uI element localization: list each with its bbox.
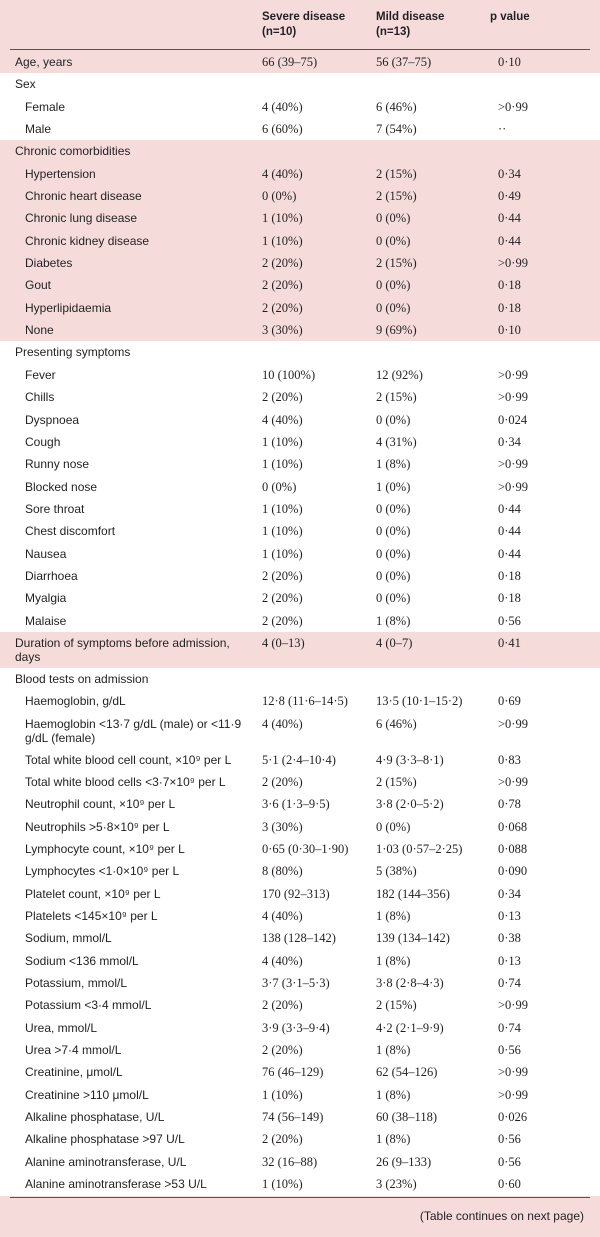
row-label: Gout (25, 278, 52, 293)
row-label: Total white blood cells <3·7×10⁹ per L (25, 774, 226, 789)
table-row (0, 185, 600, 207)
row-label: Sex (15, 77, 36, 92)
table-row (0, 690, 600, 712)
p-value: 0·44 (498, 524, 521, 539)
mild-value: 13·5 (10·1–15·2) (376, 694, 463, 709)
mild-value: 2 (15%) (376, 998, 417, 1013)
mild-value: 26 (9–133) (376, 1154, 432, 1169)
row-label: Potassium, mmol/L (25, 976, 128, 991)
row-label: Chronic lung disease (25, 211, 138, 226)
severe-value: 1 (10%) (262, 501, 303, 516)
row-label: Alanine aminotransferase >53 U/L (25, 1177, 207, 1192)
row-label: Fever (25, 367, 56, 382)
severe-value: 3 (30%) (262, 323, 303, 338)
mild-value: 1 (8%) (376, 1132, 411, 1147)
p-value: 0·44 (498, 233, 521, 248)
row-label: Chronic heart disease (25, 189, 142, 204)
mild-value: 1 (8%) (376, 457, 411, 472)
table-row (0, 386, 600, 408)
mild-value: 0 (0%) (376, 278, 411, 293)
p-value: >0·99 (498, 774, 528, 789)
table-row (0, 816, 600, 838)
table-row (0, 793, 600, 815)
table-row (0, 476, 600, 498)
severe-value: 1 (10%) (262, 457, 303, 472)
table-row (0, 565, 600, 587)
row-label: Creatinine, μmol/L (25, 1065, 123, 1080)
severe-value: 4 (40%) (262, 412, 303, 427)
severe-value: 3·7 (3·1–5·3) (262, 976, 330, 991)
p-value: 0·56 (498, 613, 521, 628)
mild-value: 0 (0%) (376, 819, 411, 834)
table-row (0, 972, 600, 994)
p-value: 0·69 (498, 694, 521, 709)
p-value: >0·99 (498, 99, 528, 114)
severe-value: 2 (20%) (262, 1132, 303, 1147)
table-row (0, 118, 600, 140)
mild-value: 1 (8%) (376, 613, 411, 628)
table-row (0, 163, 600, 185)
severe-value: 0 (0%) (262, 479, 297, 494)
table-row (0, 140, 600, 162)
row-label: Haemoglobin <13·7 g/dL (male) or <11·9 g/dL (female) (25, 716, 242, 745)
row-label: Diabetes (25, 256, 73, 271)
mild-value: 6 (46%) (376, 99, 417, 114)
row-label: Urea, mmol/L (25, 1020, 98, 1035)
table-row (0, 713, 600, 749)
table-row (0, 453, 600, 475)
mild-value: 3·8 (2·8–4·3) (376, 976, 444, 991)
table-row (0, 520, 600, 542)
row-label: Hypertension (25, 166, 96, 181)
row-label: Age, years (15, 55, 73, 69)
severe-value: 138 (128–142) (262, 931, 336, 946)
row-label: Lymphocyte count, ×10⁹ per L (25, 842, 185, 856)
table-row (0, 668, 600, 690)
severe-value: 170 (92–313) (262, 886, 330, 901)
table-row (0, 73, 600, 95)
row-label: Haemoglobin, g/dL (25, 694, 126, 709)
severe-value: 0·65 (0·30–1·90) (262, 842, 349, 856)
table-continues-note: (Table continues on next page) (419, 1209, 584, 1223)
severe-value: 2 (20%) (262, 998, 303, 1013)
row-label: Dyspnoea (25, 412, 80, 427)
row-label: Total white blood cell count, ×10⁹ per L (25, 752, 232, 767)
severe-value: 4 (40%) (262, 99, 303, 114)
table-row (0, 1084, 600, 1106)
mild-value: 2 (15%) (376, 256, 417, 271)
p-value: 0·10 (498, 55, 521, 69)
severe-value: 1 (10%) (262, 524, 303, 539)
row-label: Blocked nose (25, 479, 98, 494)
mild-value: 3 (23%) (376, 1177, 417, 1192)
p-value: 0·44 (498, 211, 521, 226)
severe-value: 12·8 (11·6–14·5) (262, 694, 348, 709)
table-row (0, 319, 600, 341)
row-label: None (25, 323, 54, 338)
table-row (0, 341, 600, 363)
p-value: 0·44 (498, 501, 521, 516)
row-label: Platelet count, ×10⁹ per L (25, 886, 161, 901)
row-label: Duration of symptoms before admission, days (15, 635, 230, 664)
severe-value: 2 (20%) (262, 568, 303, 583)
row-label: Chest discomfort (25, 524, 116, 539)
severe-value: 4 (40%) (262, 953, 303, 968)
row-label: Chronic comorbidities (15, 144, 131, 159)
p-value: 0·41 (498, 635, 521, 650)
mild-value: 139 (134–142) (376, 931, 450, 946)
table-row (0, 252, 600, 274)
severe-value: 3·6 (1·3–9·5) (262, 797, 330, 812)
severe-value: 8 (80%) (262, 864, 303, 879)
mild-value: 2 (15%) (376, 774, 417, 789)
row-label: Alkaline phosphatase >97 U/L (25, 1132, 185, 1147)
p-value: 0·34 (498, 434, 521, 449)
severe-value: 10 (100%) (262, 367, 316, 382)
p-value: >0·99 (498, 367, 528, 382)
header-p-value: p value (490, 11, 530, 23)
p-value: 0·60 (498, 1177, 521, 1192)
table-row (0, 632, 600, 668)
row-label: Neutrophil count, ×10⁹ per L (25, 797, 176, 812)
row-label: Nausea (25, 546, 67, 561)
row-label: Sore throat (25, 501, 85, 516)
mild-value: 6 (46%) (376, 716, 417, 731)
mild-value: 0 (0%) (376, 524, 411, 539)
severe-value: 0 (0%) (262, 189, 297, 204)
row-label: Cough (25, 434, 61, 449)
data-table (0, 51, 600, 1196)
p-value: 0·026 (498, 1110, 528, 1125)
p-value: 0·13 (498, 909, 521, 924)
mild-value: 0 (0%) (376, 300, 411, 315)
p-value: >0·99 (498, 716, 528, 731)
severe-value: 3 (30%) (262, 819, 303, 834)
severe-value: 4 (40%) (262, 909, 303, 924)
row-label: Platelets <145×10⁹ per L (25, 909, 158, 924)
table-row (0, 207, 600, 229)
row-label: Hyperlipidaemia (25, 300, 112, 315)
p-value: 0·10 (498, 323, 521, 338)
row-label: Presenting symptoms (15, 345, 131, 360)
table-row (0, 1017, 600, 1039)
severe-value: 1 (10%) (262, 233, 303, 248)
table-row (0, 860, 600, 882)
mild-value: 0 (0%) (376, 546, 411, 561)
severe-value: 5·1 (2·4–10·4) (262, 752, 336, 767)
mild-value: 62 (54–126) (376, 1065, 438, 1080)
p-value: 0·18 (498, 278, 521, 293)
table-row (0, 297, 600, 319)
mild-value: 7 (54%) (376, 122, 417, 137)
row-label: Chronic kidney disease (25, 233, 150, 248)
p-value: >0·99 (498, 1087, 528, 1102)
mild-value: 4 (31%) (376, 434, 417, 449)
severe-value: 2 (20%) (262, 390, 303, 405)
p-value: >0·99 (498, 390, 528, 405)
mild-value: 60 (38–118) (376, 1110, 437, 1125)
row-label: Runny nose (25, 457, 90, 472)
severe-value: 6 (60%) (262, 122, 303, 137)
table-row (0, 610, 600, 632)
p-value: 0·18 (498, 568, 521, 583)
p-value: 0·024 (498, 412, 528, 427)
row-label: Sodium, mmol/L (25, 931, 112, 946)
mild-value: 1 (8%) (376, 953, 411, 968)
mild-value: 4·2 (2·1–9·9) (376, 1020, 444, 1035)
p-value: 0·74 (498, 1020, 521, 1035)
row-label: Alanine aminotransferase, U/L (25, 1154, 187, 1169)
severe-value: 2 (20%) (262, 256, 303, 271)
p-value: 0·56 (498, 1043, 521, 1058)
table-row (0, 587, 600, 609)
mild-value: 1 (0%) (376, 479, 411, 494)
mild-value: 2 (15%) (376, 189, 417, 204)
table-row (0, 543, 600, 565)
p-value: >0·99 (498, 998, 528, 1013)
severe-value: 1 (10%) (262, 546, 303, 561)
mild-value: 1 (8%) (376, 1043, 411, 1058)
table-row (0, 838, 600, 860)
table-row (0, 1061, 600, 1083)
mild-value: 5 (38%) (376, 864, 417, 879)
severe-value: 2 (20%) (262, 613, 303, 628)
table-row (0, 927, 600, 949)
p-value: >0·99 (498, 457, 528, 472)
p-value: 0·38 (498, 931, 521, 946)
row-label: Creatinine >110 μmol/L (25, 1087, 149, 1102)
p-value: 0·090 (498, 864, 528, 879)
table-row (0, 96, 600, 118)
mild-value: 2 (15%) (376, 166, 417, 181)
severe-value: 66 (39–75) (262, 55, 318, 69)
mild-value: 1 (8%) (376, 909, 411, 924)
p-value: 0·56 (498, 1154, 521, 1169)
severe-value: 2 (20%) (262, 774, 303, 789)
p-value: 0·18 (498, 300, 521, 315)
mild-value: 4 (0–7) (376, 635, 413, 650)
table-row (0, 1173, 600, 1195)
mild-value: 9 (69%) (376, 323, 417, 338)
table-row (0, 905, 600, 927)
p-value: 0·088 (498, 842, 528, 856)
mild-value: 0 (0%) (376, 568, 411, 583)
severe-value: 4 (0–13) (262, 635, 305, 650)
mild-value: 3·8 (2·0–5·2) (376, 797, 444, 812)
row-label: Male (25, 122, 52, 137)
row-label: Sodium <136 mmol/L (25, 953, 139, 968)
severe-value: 1 (10%) (262, 1087, 303, 1102)
mild-value: 0 (0%) (376, 211, 411, 226)
table-row (0, 771, 600, 793)
header-severe-disease: Severe disease (n=10) (262, 11, 346, 38)
p-value: 0·74 (498, 976, 521, 991)
mild-value: 56 (37–75) (376, 55, 432, 69)
severe-value: 2 (20%) (262, 1043, 303, 1058)
table-row (0, 1106, 600, 1128)
table-row (0, 431, 600, 453)
table-row (0, 950, 600, 972)
mild-value: 0 (0%) (376, 501, 411, 516)
mild-value: 0 (0%) (376, 233, 411, 248)
severe-value: 2 (20%) (262, 591, 303, 606)
mild-value: 1·03 (0·57–2·25) (376, 842, 463, 856)
severe-value: 32 (16–88) (262, 1154, 318, 1169)
p-value: 0·83 (498, 752, 521, 767)
p-value: 0·56 (498, 1132, 521, 1147)
table-header (0, 0, 600, 48)
severe-value: 1 (10%) (262, 434, 303, 449)
row-label: Chills (25, 390, 55, 405)
row-label: Malaise (25, 613, 67, 628)
row-label: Blood tests on admission (15, 671, 149, 686)
p-value: 0·34 (498, 166, 521, 181)
table-row (0, 1151, 600, 1173)
severe-value: 4 (40%) (262, 166, 303, 181)
p-value: >0·99 (498, 479, 528, 494)
severe-value: 1 (10%) (262, 211, 303, 226)
p-value: ·· (498, 122, 507, 137)
row-label: Neutrophils >5·8×10⁹ per L (25, 819, 170, 834)
table-row (0, 749, 600, 771)
p-value: 0·068 (498, 819, 528, 834)
header-rule (10, 49, 590, 50)
table-row (0, 364, 600, 386)
header-mild-disease: Mild disease (n=13) (376, 11, 445, 38)
table-row (0, 51, 600, 73)
p-value: >0·99 (498, 1065, 528, 1080)
row-label: Urea >7·4 mmol/L (25, 1043, 122, 1058)
severe-value: 2 (20%) (262, 278, 303, 293)
severe-value: 76 (46–129) (262, 1065, 324, 1080)
table-row (0, 230, 600, 252)
p-value: 0·49 (498, 189, 521, 204)
row-label: Myalgia (25, 591, 67, 606)
row-label: Female (25, 99, 66, 114)
row-label: Lymphocytes <1·0×10⁹ per L (25, 864, 180, 879)
severe-value: 3·9 (3·3–9·4) (262, 1020, 330, 1035)
mild-value: 2 (15%) (376, 390, 417, 405)
severe-value: 1 (10%) (262, 1177, 303, 1192)
table-row (0, 994, 600, 1016)
table-row (0, 1128, 600, 1150)
p-value: 0·44 (498, 546, 521, 561)
mild-value: 4·9 (3·3–8·1) (376, 752, 444, 767)
row-label: Alkaline phosphatase, U/L (25, 1110, 165, 1125)
p-value: 0·18 (498, 591, 521, 606)
mild-value: 0 (0%) (376, 412, 411, 427)
mild-value: 182 (144–356) (376, 886, 450, 901)
table-row (0, 274, 600, 296)
table-row (0, 498, 600, 520)
mild-value: 1 (8%) (376, 1087, 411, 1102)
mild-value: 0 (0%) (376, 591, 411, 606)
table-row (0, 1039, 600, 1061)
p-value: 0·13 (498, 953, 521, 968)
table-row (0, 883, 600, 905)
mild-value: 12 (92%) (376, 367, 423, 382)
severe-value: 2 (20%) (262, 300, 303, 315)
severe-value: 74 (56–149) (262, 1110, 324, 1125)
p-value: >0·99 (498, 256, 528, 271)
row-label: Diarrhoea (25, 568, 78, 583)
p-value: 0·34 (498, 886, 521, 901)
row-label: Potassium <3·4 mmol/L (25, 998, 152, 1013)
severe-value: 4 (40%) (262, 716, 303, 731)
p-value: 0·78 (498, 797, 521, 812)
table-row (0, 409, 600, 431)
bottom-rule (10, 1197, 590, 1198)
